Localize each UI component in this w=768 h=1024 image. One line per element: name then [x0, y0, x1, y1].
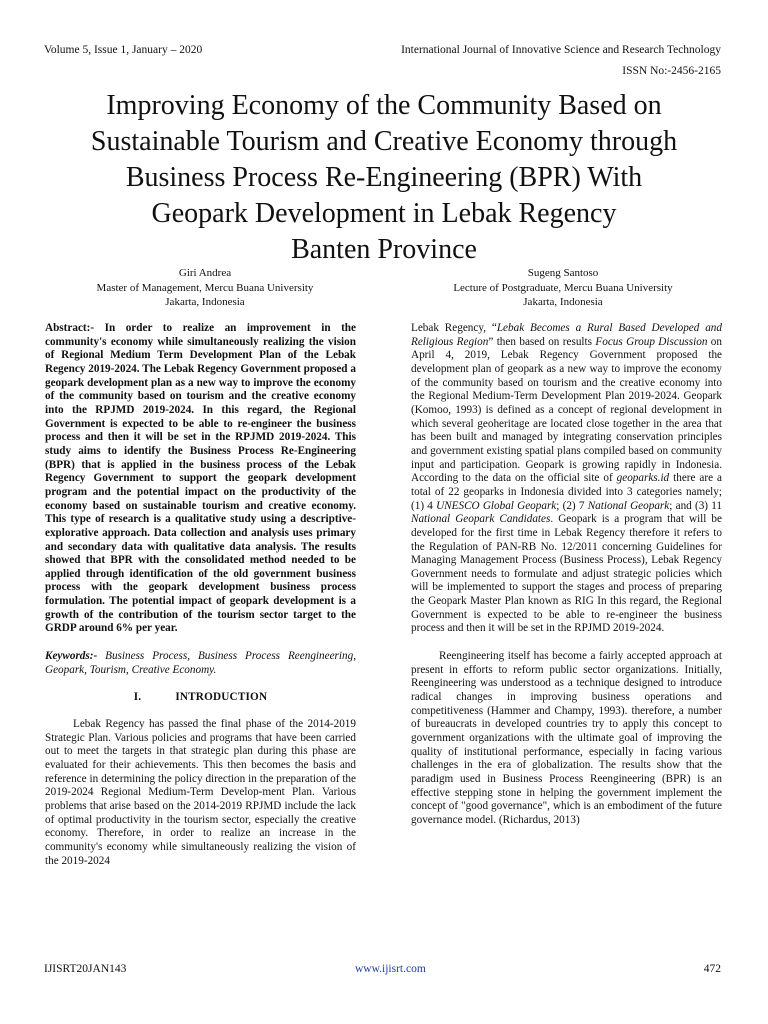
text-run: on April 4, 2019, Lebak Regency Government proposed the development plan of geopark as a new way to improve the economy of the community based on tourism and the creative economy into the Regional Medium-Term Development Plan 2019-2024. Geopark (Komoo, 1993) is defined as a concept of regional development in which several geoheritage are located close together in the area that has been built and managed by integrating conservation principles and government existing spatial plans compiled based on community input and participation. Geopark is growing rapidly in Indonesia. According to the data on the official site of: [411, 335, 722, 485]
title-line: Banten Province: [291, 234, 477, 265]
title-line: Business Process Re-Engineering (BPR) With: [125, 162, 643, 193]
author-name: Giri Andrea: [178, 267, 232, 279]
quote-italic: Lebak Becomes a Rural Based Developed and Religious Region: [411, 322, 722, 348]
author-affiliation: Lecture of Postgraduate, Mercu Buana University: [453, 281, 673, 294]
paper-title: [40, 88, 728, 268]
header-issn: ISSN No:-2456-2165: [622, 65, 721, 77]
section-heading-introduction: [45, 691, 356, 705]
site-italic: geoparks.id: [616, 472, 670, 485]
author-name: Sugeng Santoso: [527, 267, 599, 279]
keywords-text: Business Process, Business Process Reengineering, Geopark, Tourism, Creative Economy.: [45, 650, 356, 676]
right-paragraph-1: [411, 322, 722, 636]
category-italic: National Geopark Candidates: [411, 513, 551, 526]
author-block-2: [398, 266, 728, 310]
abstract: [45, 322, 356, 636]
section-number: I.: [133, 691, 142, 704]
author-location: Jakarta, Indonesia: [165, 296, 245, 308]
author-location: Jakarta, Indonesia: [523, 296, 603, 308]
title-line: Geopark Development in Lebak Regency: [151, 198, 617, 229]
keywords: [45, 650, 356, 677]
left-column: [45, 322, 356, 868]
author-affiliation: Master of Management, Mercu Buana University: [96, 281, 314, 294]
text-run: Lebak Regency, “: [411, 322, 497, 334]
author-block-1: [40, 266, 370, 310]
category-italic: National Geopark: [587, 499, 670, 512]
footer-paper-id: IJISRT20JAN143: [44, 963, 127, 975]
footer-website-link[interactable]: www.ijisrt.com: [355, 963, 426, 975]
text-run: there are a total of 22 geoparks in Indonesia divided into 3 categories namely; (1) 4: [411, 472, 723, 512]
title-line: Sustainable Tourism and Creative Economy through: [90, 126, 678, 157]
text-run: ; (2) 7: [556, 499, 588, 512]
intro-paragraph: Lebak Regency has passed the final phase of the 2014-2019 Strategic Plan. Various policies and programs that have been carried out to meet the targets in that strategic plan during this phase are evaluated for their achievements. This then becomes the basis and reference in determining the policy direction in the preparation of the 2019-2024 Regional Medium-Term Develop-ment Plan. Various problems that arise based on the 2014-2019 RPJMD include the lack of optimal productivity in the tourism sector, especially the creative economy. Therefore, in order to realize an increase in the community's economy while simultaneously realizing the vision of the 2019-2024: [45, 718, 356, 867]
title-line: Improving Economy of the Community Based on: [106, 90, 662, 121]
header-volume: Volume 5, Issue 1, January – 2020: [44, 44, 203, 56]
right-paragraph-2: Reengineering itself has become a fairly accepted approach at present in efforts to reform public sector organizations. Initially, Reengineering was understood as a technique designed to introduce radical changes in improving business operations and competitiveness (Hammer and Champy, 1993). therefore, a number of bureaucrats in developed countries try to apply this concept to government organizations with the ultimate goal of improving the quality of institutional performance, especially in facing various challenges in the era of globalization. The results show that the paradigm used in Business Process Reengineering (BPR) is an effective stepping stone in helping the government implement the concept of "good governance", which is an embodiment of the future governance model. (Richardus, 2013): [411, 650, 722, 826]
category-italic: UNESCO Global Geopark: [436, 499, 557, 512]
abstract-label: Abstract:-: [45, 322, 95, 334]
keywords-label: Keywords:-: [45, 650, 98, 663]
footer-page-number: 472: [703, 963, 721, 975]
right-column: [411, 322, 722, 828]
abstract-text: In order to realize an improvement in the community's economy while simultaneously realizing the vision of Regional Medium Term Development Plan of the Lebak Regency 2019-2024. The Lebak Regency Government proposed a geopark development plan as a new way to improve the economy of the community based on tourism and the creative economy into the RPJMD 2019-2024. In this regard, the Regional Government is expected to be able to re-engineer the business process and then it will be set in the RPJMD 2019-2024. This study aims to identify the Business Process Re-Engineering (BPR) that is applied in the business process of the Lebak Regency Government to support the geopark development program and the potential impact on the productivity of the economy based on sustainable tourism and creative economy. This type of research is a qualitative study using a descriptive-explorative approach. Data collection and analysis uses primary and secondary data with qualitative data analysis. The results showed that BPR with the consolidated method needed to be applied through identification of the old government business process with the geopark development business process formulation. The potential impact of geopark development is a growth of the contribution of the tourism sector target to the GRDP around 6% per year.: [45, 322, 356, 635]
text-run: ” then based on results: [488, 335, 596, 348]
section-title: INTRODUCTION: [175, 691, 268, 704]
fgd-italic: Focus Group Discussion: [595, 335, 708, 348]
text-run: ; and (3) 11: [669, 499, 723, 512]
text-run: . Geopark is a program that will be developed for the first time in Lebak Regency therefore it refers to the Regulation of PAN-RB No. 12/2011 concerning Guidelines for Managing Management Process (Business Process), Lebak Regency Government needs to formulate and adjust strategic policies which will be implemented to support the stages and process of preparing the Geopark Master Plan known as RIG In this regard, the Regional Government is expected to be able to re-engineer the business process and then it will be set in the RPJMD 2019-2024.: [411, 513, 722, 635]
header-journal-name: International Journal of Innovative Science and Research Technology: [401, 44, 721, 56]
